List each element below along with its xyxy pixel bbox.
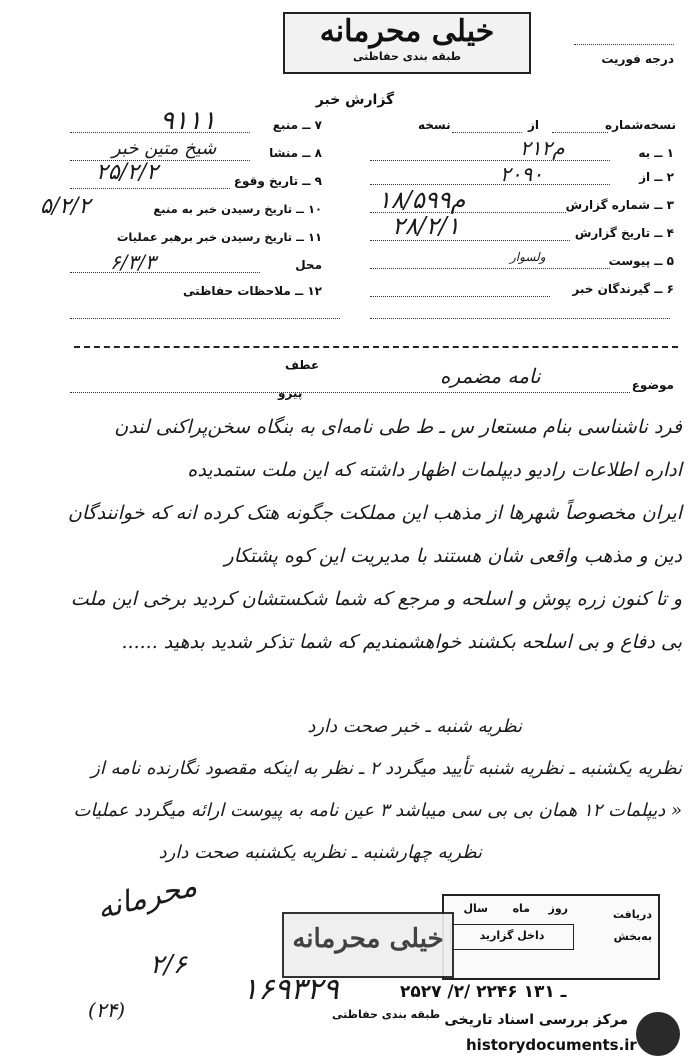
- classification-stamp-bottom-subtext: طبقه بندی حفاظتی: [332, 1008, 441, 1021]
- report-body: [40, 406, 682, 664]
- field-9-event-date: ۹ ــ تاریخ وقوع: [233, 174, 322, 188]
- follow-up-label: پیرو: [278, 386, 303, 400]
- field-7-value: ۹۱۱۱: [160, 106, 216, 136]
- field-6-dots-b: [370, 318, 670, 319]
- field-3-value: ۱۸/۵۹۹م: [378, 186, 466, 214]
- comment-line: نظریه شنبه ـ خبر صحت دارد: [307, 716, 522, 737]
- copy-label: نسخه: [418, 118, 451, 132]
- receipt-year-label: سال: [463, 902, 488, 915]
- field-5-attachment: ۵ ــ پیوست: [608, 254, 674, 268]
- subject-label: موضوع: [631, 378, 674, 392]
- receipt-month-label: ماه: [512, 902, 530, 915]
- margin-note: ۲/۶: [150, 950, 187, 980]
- receipt-day-label: روز: [548, 902, 568, 915]
- form-title: گزارش خبر: [315, 92, 395, 108]
- document-code: ۲۵۲۷ /۲/ ۲۲۴۶ ـ ۱۳۱: [400, 982, 567, 1002]
- body-line: و تا کنون زره پوش و اسلحه و مرجع که شما شکستشان کردید برخی این ملت: [70, 588, 682, 610]
- field-1-dots: [370, 160, 610, 161]
- receipt-filed-label: داخل گزارید: [479, 929, 545, 942]
- classification-stamp-bottom-text: خیلی محرمانه: [292, 924, 444, 954]
- body-line: بی دفاع و بی اسلحه بکشند خواهشمندیم که شما تذکر شدید بدهید ......: [121, 631, 682, 653]
- comment-line: « دیپلمات ۱۲ همان بی بی سی میباشد ۳ عین نامه به پیوست ارائه میگردد عملیات: [73, 800, 682, 821]
- body-line: دین و مذهب واقعی شان هستند با مدیریت این کوه پشتکار: [224, 545, 682, 567]
- copy-from-label: از: [528, 118, 540, 132]
- field-8-origin: ۸ ــ منشا: [269, 146, 322, 160]
- field-6-dots-a: [370, 296, 550, 297]
- classification-stamp-bottom: [282, 912, 454, 978]
- field-8-value: شیخ متین خبر: [112, 138, 217, 159]
- analyst-comments: [40, 706, 682, 874]
- comment-line: نظریه یکشنبه ـ نظریه شنبه تأیید میگردد ۲ ـ نظر به اینکه مقصود نگارنده نامه از: [91, 758, 682, 779]
- copy-number-dots: [552, 132, 608, 133]
- field-11-dots: [70, 272, 260, 273]
- watermark-url: historydocuments.ir: [466, 1036, 637, 1054]
- classification-stamp-subtext: طبقه بندی حفاظتی: [352, 50, 462, 63]
- signature: محرمانه: [93, 868, 201, 927]
- field-6-recipients: ۶ ــ گیرندگان خبر: [572, 282, 674, 296]
- field-11-received-by-leader: ۱۱ ــ تاریخ رسیدن خبر برهبر عملیات: [116, 230, 322, 244]
- section-divider: [74, 346, 678, 348]
- page-marker: (۲۴): [88, 998, 126, 1022]
- copy-number-label: نسخه‌شماره: [605, 118, 676, 132]
- archive-logo-icon: [636, 1012, 680, 1056]
- field-10-value: ۵/۲/۲: [40, 194, 91, 219]
- field-4-dots: [370, 240, 570, 241]
- body-line: اداره اطلاعات رادیو دیپلمات اظهار داشته‌ که این ملت ستمدیده: [187, 459, 682, 481]
- reference-label: عطف: [285, 358, 320, 372]
- field-11-place-label: محل: [295, 258, 322, 272]
- field-2-value: ۲۰۹۰: [500, 162, 543, 186]
- priority-dotted-line: [574, 44, 674, 45]
- field-11-value: ۶/۳/۳: [110, 250, 156, 274]
- field-5-dots: [370, 268, 610, 269]
- field-7-source: ۷ ــ منبع: [272, 118, 322, 132]
- body-line: فرد ناشناسی بنام مستعار س ـ ط طی نامه‌ای به بنگاه سخن‌پراکنی لندن: [114, 416, 682, 438]
- field-12-security-notes: ۱۲ ــ ملاحظات حفاظتی: [183, 284, 322, 298]
- watermark-title: مرکز بررسی اسناد تاریخی: [444, 1012, 628, 1028]
- field-2-dots: [370, 184, 610, 185]
- receipt-received-label: دریافت: [612, 908, 652, 921]
- copy-from-dots: [452, 132, 522, 133]
- subject-dots: [70, 392, 630, 393]
- document-number: ۱۶۹۳۲۹: [242, 972, 339, 1007]
- field-9-dots: [70, 188, 230, 189]
- classification-stamp-top: [283, 12, 531, 74]
- comment-line: نظریه چهارشنبه ـ نظریه یکشنبه صحت دارد: [158, 842, 482, 863]
- field-2-from: ۲ ــ از: [639, 170, 674, 184]
- field-12-dots: [70, 318, 340, 319]
- field-4-report-date: ۴ ــ تاریخ گزارش: [574, 226, 674, 240]
- subject-value: نامه مضمره: [440, 364, 541, 388]
- field-1-value: ۲۱۲م: [520, 136, 565, 160]
- receipt-box: [442, 894, 660, 980]
- field-5-value: ولسوار: [510, 250, 546, 264]
- receipt-filed-box: [450, 924, 574, 950]
- field-10-received-by-source: ۱۰ ــ تاریخ رسیدن خبر به منبع: [153, 202, 322, 216]
- priority-label: درجه فوریت: [601, 52, 674, 66]
- field-3-report-number: ۳ ــ شماره گزارش: [565, 198, 674, 212]
- field-9-value: ۲۵/۲/۲: [96, 160, 159, 185]
- classification-stamp-text: خیلی محرمانه: [319, 14, 495, 49]
- field-4-value: ۲۸/۲/۱: [392, 212, 460, 240]
- body-line: ایران مخصوصاً شهرها از مذهب این مملکت جگونه هتک کرده انه که خوانندگان: [67, 502, 682, 524]
- field-1-to: ۱ ــ به: [638, 146, 674, 160]
- receipt-section-label: به‌بخش: [613, 930, 652, 943]
